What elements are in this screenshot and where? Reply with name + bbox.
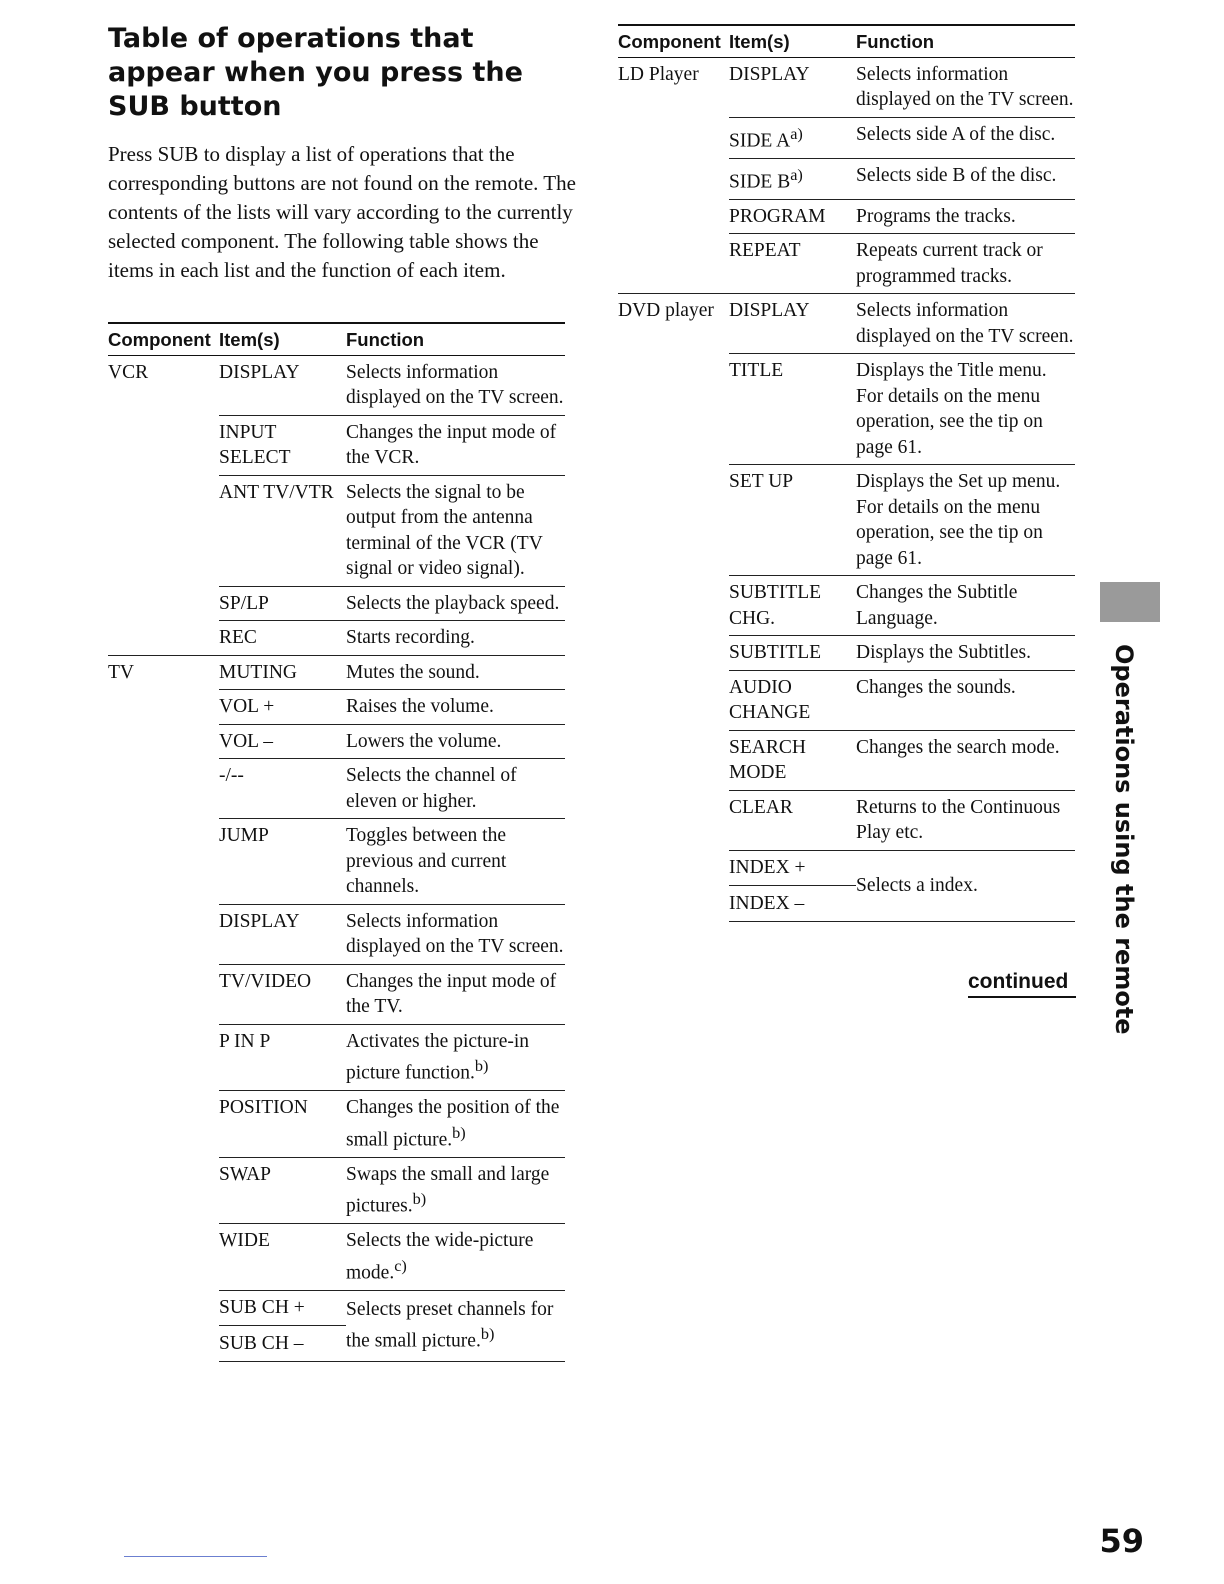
item-cell: PROGRAM [729, 199, 856, 234]
item-cell: JUMP [219, 819, 346, 905]
item-cell: DISPLAY [219, 904, 346, 964]
item-text: SUB CH – [219, 1333, 304, 1354]
item-cell: TITLE [729, 354, 856, 465]
footnote-mark: a) [790, 165, 803, 184]
footnote-mark: b) [412, 1190, 427, 1208]
function-text: Selects the wide-picture mode. [346, 1230, 534, 1283]
item-cell: REPEAT [729, 234, 856, 294]
table-row [108, 655, 565, 690]
item-text: INDEX + [729, 855, 856, 887]
function-cell: Changes the search mode. [856, 730, 1075, 790]
function-cell [346, 1290, 565, 1361]
function-cell [346, 1091, 565, 1158]
component-cell: TV [108, 655, 219, 1361]
item-text: SIDE A [729, 130, 791, 151]
item-text: SUB CH + [219, 1295, 346, 1327]
item-cell: SWAP [219, 1157, 346, 1224]
intro-paragraph: Press SUB to display a list of operations that the corresponding buttons are not found on the remote. The contents of the lists will vary according to the currently selected component. The following table shows the items in each list and the function of each item. [108, 142, 576, 282]
page-heading: Table of operations that appear when you press the SUB button [108, 23, 523, 122]
function-cell: Displays the Subtitles. [856, 636, 1075, 671]
item-cell: VOL + [219, 690, 346, 725]
item-text: SIDE B [729, 171, 791, 192]
section-tab-marker [1100, 582, 1160, 622]
table-row [108, 355, 565, 415]
function-cell: Selects information displayed on the TV screen. [856, 57, 1075, 117]
component-cell: DVD player [618, 294, 729, 922]
item-cell: DISPLAY [729, 57, 856, 117]
header-function: Function [346, 323, 565, 355]
function-cell: Changes the input mode of the TV. [346, 964, 565, 1024]
table-header-row [618, 25, 1075, 57]
function-cell [346, 1157, 565, 1224]
item-cell: WIDE [219, 1224, 346, 1291]
function-text: Activates the picture-in picture function. [346, 1030, 530, 1084]
item-cell: AUDIO CHANGE [729, 670, 856, 730]
header-component: Component [108, 323, 219, 355]
table-row [618, 294, 1075, 354]
function-cell: Starts recording. [346, 621, 565, 656]
item-cell: POSITION [219, 1091, 346, 1158]
component-cell: VCR [108, 361, 149, 383]
function-cell: Selects information displayed on the TV screen. [346, 355, 565, 415]
item-cell: -/-- [219, 759, 346, 819]
operations-table-left [108, 322, 565, 1362]
function-cell: Selects the signal to be output from the antenna terminal of the VCR (TV signal or video signal). [346, 475, 565, 586]
item-cell [729, 850, 856, 921]
function-cell [346, 1024, 565, 1091]
bottom-rule [124, 1556, 267, 1557]
table-row [618, 57, 1075, 117]
function-cell: Selects side A of the disc. [856, 117, 1075, 158]
function-cell: Mutes the sound. [346, 655, 565, 690]
item-cell: P IN P [219, 1024, 346, 1091]
continued-label: continued [968, 970, 1076, 998]
item-cell: DISPLAY [219, 355, 346, 415]
function-cell [346, 1224, 565, 1291]
item-cell: SEARCH MODE [729, 730, 856, 790]
function-cell: Selects information displayed on the TV screen. [346, 904, 565, 964]
footnote-mark: a) [790, 124, 803, 143]
item-cell [219, 1290, 346, 1361]
function-cell: Selects a index. [856, 850, 1075, 921]
function-cell: Displays the Set up menu. For details on the menu operation, see the tip on page 61. [856, 465, 1075, 576]
item-cell: MUTING [219, 655, 346, 690]
item-cell [729, 158, 856, 199]
item-cell: INPUT SELECT [219, 415, 346, 475]
function-cell: Toggles between the previous and current channels. [346, 819, 565, 905]
item-cell: TV/VIDEO [219, 964, 346, 1024]
item-cell: ANT TV/VTR [219, 475, 346, 586]
function-cell: Selects side B of the disc. [856, 158, 1075, 199]
function-cell: Selects the channel of eleven or higher. [346, 759, 565, 819]
header-function: Function [856, 25, 1075, 57]
footnote-mark: b) [474, 1057, 489, 1075]
function-text: Changes the position of the small picture. [346, 1097, 560, 1150]
page-number: 59 [1099, 1522, 1144, 1560]
item-cell: CLEAR [729, 790, 856, 850]
function-cell: Selects information displayed on the TV screen. [856, 294, 1075, 354]
function-cell: Changes the input mode of the VCR. [346, 415, 565, 475]
item-cell: VOL – [219, 724, 346, 759]
footnote-mark: c) [394, 1256, 407, 1275]
section-side-label-text: Operations using the remote [1110, 644, 1138, 1035]
header-items: Item(s) [729, 25, 856, 57]
item-cell: SUBTITLE [729, 636, 856, 671]
item-text: INDEX – [729, 893, 805, 914]
function-cell: Programs the tracks. [856, 199, 1075, 234]
header-component: Component [618, 25, 729, 57]
footnote-mark: b) [452, 1123, 466, 1142]
item-cell [729, 117, 856, 158]
function-cell: Displays the Title menu. For details on the menu operation, see the tip on page 61. [856, 354, 1075, 465]
function-text: Swaps the small and large pictures. [346, 1163, 550, 1217]
function-cell: Lowers the volume. [346, 724, 565, 759]
component-cell: LD Player [618, 63, 699, 85]
function-cell: Repeats current track or programmed tracks. [856, 234, 1075, 294]
operations-table-right [618, 24, 1075, 922]
function-text: Selects preset channels for the small picture. [346, 1298, 554, 1352]
function-cell: Raises the volume. [346, 690, 565, 725]
function-cell: Changes the sounds. [856, 670, 1075, 730]
item-cell: SUBTITLE CHG. [729, 576, 856, 636]
item-cell: SET UP [729, 465, 856, 576]
item-cell: REC [219, 621, 346, 656]
table-header-row [108, 323, 565, 355]
header-items: Item(s) [219, 323, 346, 355]
function-cell: Returns to the Continuous Play etc. [856, 790, 1075, 850]
footnote-mark: b) [480, 1325, 495, 1344]
item-cell: DISPLAY [729, 294, 856, 354]
item-cell: SP/LP [219, 586, 346, 621]
function-cell: Changes the Subtitle Language. [856, 576, 1075, 636]
function-cell: Selects the playback speed. [346, 586, 565, 621]
